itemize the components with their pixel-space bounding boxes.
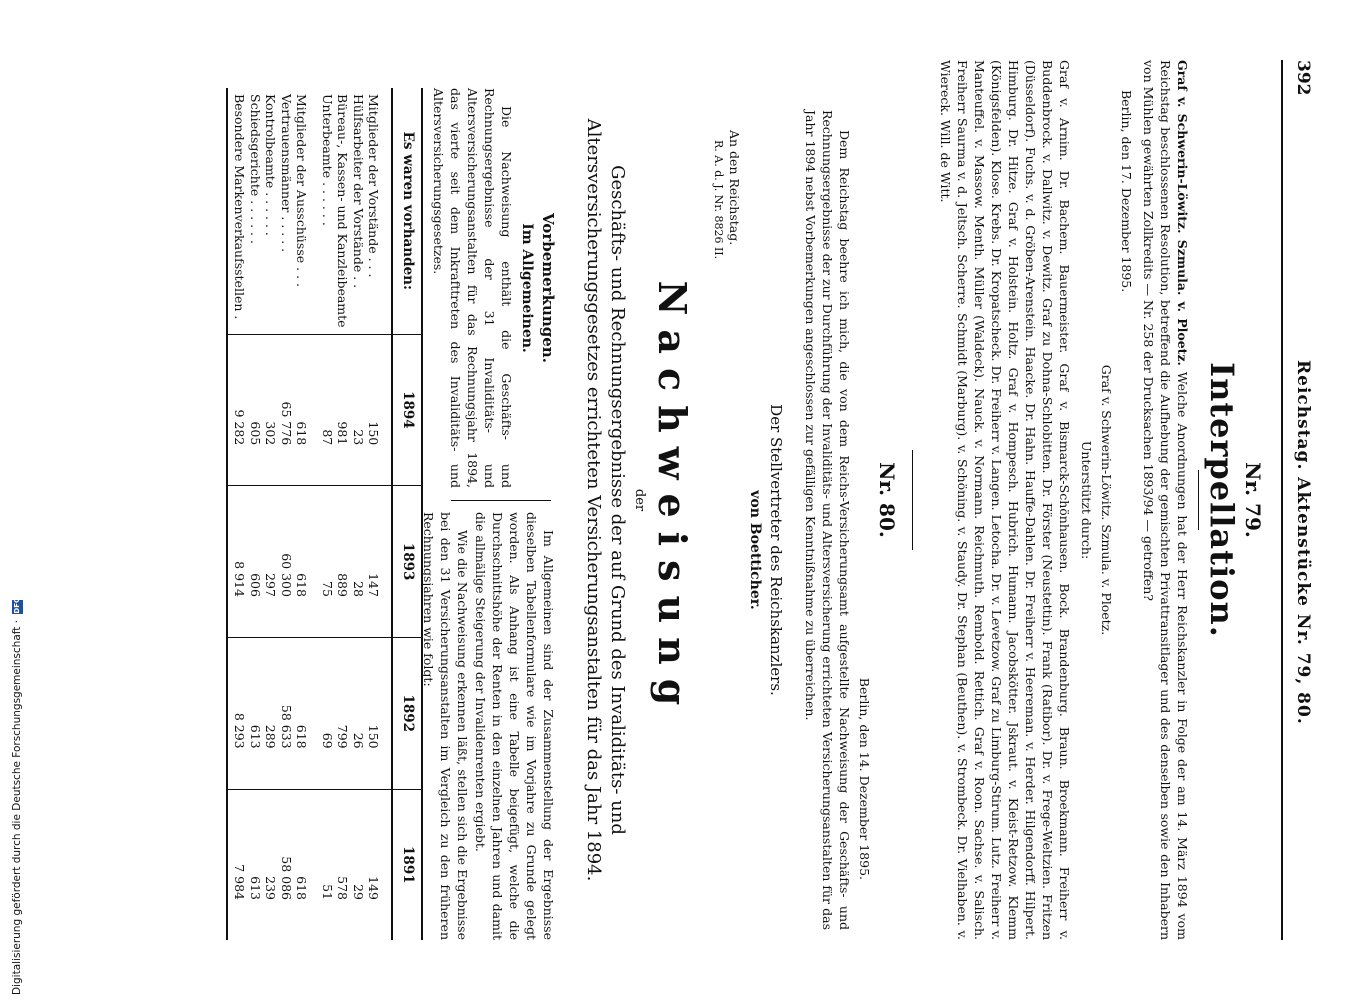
cell-value: 75 [320, 486, 336, 638]
table-row [335, 88, 351, 940]
nr79-title: Interpellation. [1203, 362, 1241, 638]
page-number: 392 [1293, 60, 1313, 96]
nr79-supporters-list: Graf v. Arnim. Dr. Bachem. Bauermeister. Graf v. Bismarck-Schönhausen. Bock. Brandenburg. Braun. Broekmann. Freiherr v. Buddenbrock. v. Dallwitz. v. Dewitz. Graf zu Dohna-Schlobitten. Dr. Förster (Neustettin). Frank (Ratibor). Dr. v. Frege-Weltzien. Fritzen (Düsseldorf). Fuchs. v. d. Gröben-Arenstein. Haacke. Dr. Hahn. Hauffe-Dahlen. Dr. Freiherr v. Heereman. v. Herder. Hilgendorff. Hilpert. Himburg. Dr. Hitze. Graf v. Holstein. Holtz. Graf v. Hompesch. Hubrich. Humann. Jacobskötter. Jskraut. v. Kleist-Retzow. Klemm (Königsfelden). Klose. Krebs. Dr. Kropatscheck. Dr. Freiherr v. Langen. Letocha. Dr. v. Levetzow. Graf zu Limburg-Stirum. Lutz. Freiherr v. Manteuffel. v. Massow. Menth. Müller (Waldeck). Nauck. v. Normann. Reichmuth. Rembold. Rettich. Graf v. Roon. Sachse. v. Salisch. Freiherr Saurma v. d. Jeltsch. Scherre. Schmidt (Marburg). v. Schöning. v. Staudy. Dr. Stephan (Beuthen). v. Strombeck. Dr. Vielhaben. v. Wiereck. Will. de Witt. [938, 60, 1072, 940]
table-header-year-1892: 1892 [393, 637, 423, 789]
table-header-year-1893: 1893 [393, 486, 423, 638]
nr80-signatory-name: von Boetticher. [747, 490, 763, 610]
nr80-signatory-title: Der Stellvertreter des Reichskanzlers. [767, 404, 785, 696]
table-row [320, 88, 336, 940]
cell-value: 618 [294, 486, 310, 638]
cell-value: 150 [366, 334, 382, 486]
table-spacer [382, 88, 393, 940]
statistics-table-grid [226, 88, 423, 940]
cell-value: 23 [351, 334, 367, 486]
cell-value: 9 282 [227, 334, 248, 486]
table-row [227, 88, 248, 940]
cell-value: 29 [351, 789, 367, 940]
cell-value: 26 [351, 637, 367, 789]
table-row [351, 88, 367, 940]
cell-value: 799 [335, 637, 351, 789]
digitization-credit-text: Digitalisierung gefördert durch die Deutsche Forschungsgemeinschaft · [11, 619, 23, 995]
cell-value: 578 [335, 789, 351, 940]
right-paragraph-1: Im Allgemeinen sind der Zusammenstellung der Ergebnisse dieselben Tabellenformulare wie im Vorjahre zu Grunde gelegt worden. Als Anhang ist eine Tabelle beigefügt, welche die Durchschnittshöhe der Renten in den einzelnen Jahren und damit die allmälige Steigerung der Invalidenrenten ergiebt. [473, 512, 556, 940]
cell-value: 7 984 [227, 789, 248, 940]
cell-value: 613 [248, 637, 264, 789]
section-divider [912, 450, 913, 550]
nachweisung-subtitle: Geschäfts- und Rechnungsergebnisse der auf Grund des Invaliditäts- und Altersversicherungsgesetzes errichteten Versicherungsanstalten für das Jahr 1894. [583, 118, 628, 882]
cell-value: 69 [320, 637, 336, 789]
cell-value: 28 [351, 486, 367, 638]
vorbemerkungen-paragraph: Die Nachweisung enthält die Geschäfts- und Rechnungsergebnisse der 31 Invaliditäts- und Altersversicherungsanstalten für das Rechnungsjahr 1894, das vierte seit dem Inkrafttreten des Invaliditäts- und Altersversicherungsgesetzes. [431, 88, 514, 488]
table-row [366, 88, 382, 940]
cell-value: 60 300 [279, 486, 295, 638]
cell-value: 8 293 [227, 637, 248, 789]
cell-value: 8 914 [227, 486, 248, 638]
cell-value: 606 [248, 486, 264, 638]
row-label: Besondere Markenverkaufsstellen . [227, 88, 248, 334]
row-label: Büreau-, Kassen- und Kanzleibeamte [335, 88, 351, 334]
running-header [1287, 60, 1313, 940]
vorbemerkungen-heading: Vorbemerkungen. [539, 213, 557, 363]
cell-value: 149 [366, 789, 382, 940]
cell-value: 51 [320, 789, 336, 940]
cell-value: 150 [366, 637, 382, 789]
cell-value: 618 [294, 789, 310, 940]
title-rule [1198, 470, 1199, 530]
cell-value: 605 [248, 334, 264, 486]
table-header-year-1891: 1891 [393, 789, 423, 940]
cell-value: 297 [263, 486, 279, 638]
cell-value: 618 [294, 637, 310, 789]
nr80-addressee: An den Reichstag. [727, 130, 742, 246]
nachweisung-title: Nachweisung [650, 280, 695, 720]
nachweisung-der: der [632, 488, 647, 512]
row-label: Mitglieder der Ausschüsse . . . [294, 88, 310, 334]
cell-value: 302 [263, 334, 279, 486]
cell-value: 889 [335, 486, 351, 638]
table-row [248, 88, 264, 940]
row-label: Mitglieder der Vorstände . . . [366, 88, 382, 334]
digitization-credit [8, 597, 26, 995]
table-header-label: Es waren vorhanden: [393, 88, 423, 334]
cell-value: 618 [294, 334, 310, 486]
nr80-number: Nr. 80. [875, 462, 899, 538]
row-label: Schiedsgerichte . . . . . . [248, 88, 264, 334]
cell-value: 87 [320, 334, 336, 486]
nr79-place-date: Berlin, den 17. Dezember 1895. [1119, 90, 1134, 293]
nr80-reference: R. A. d. J. Nr. 8826 II. [712, 140, 725, 260]
table-spacer [310, 88, 320, 940]
right-paragraph-2: Wie die Nachweisung erkennen läßt, stellen sich die Ergebnisse bei den 31 Versicherungsanstalten im Vergleich zu den früheren Rechnungsjahren wie folgt: [421, 512, 470, 940]
cell-value: 613 [248, 789, 264, 940]
row-label: Unterbeamte . . . . . . [320, 88, 336, 334]
row-label: Kontrolbeamte . . . . . . [263, 88, 279, 334]
table-header-year-1894: 1894 [393, 334, 423, 486]
nr80-place-date: Berlin, den 14. Dezember 1895. [857, 677, 872, 880]
cell-value: 147 [366, 486, 382, 638]
table-header-row [393, 88, 423, 940]
nr79-author-line: Graf v. Schwerin-Löwitz. Szmula. v. Ploetz. [1175, 60, 1190, 366]
cell-value: 58 633 [279, 637, 295, 789]
cell-value: 239 [263, 789, 279, 940]
table-row [263, 88, 279, 940]
row-label: Hülfsarbeiter der Vorstände . . [351, 88, 367, 334]
cell-value: 65 776 [279, 334, 295, 486]
row-label: Vertrauensmänner . . . . . [279, 88, 295, 334]
im-allgemeinen-heading: Im Allgemeinen. [519, 223, 535, 353]
dfg-logo-icon: DFG [12, 597, 21, 614]
nr79-question-text: Welche Anordnungen hat der Herr Reichskanzler in Folge der am 14. März 1894 vom Reichstag beschlossenen Resolution, betreffend die Aufhebung der gemischten Privattransitlager und des denselben sowie den Inhabern von Mühlen gewährten Zollkredits — Nr. 258 der Drucksachen 1893/94 — getroffen? [1141, 60, 1190, 940]
digitization-credit-text-wrap [8, 597, 26, 995]
header-rule [1281, 60, 1283, 940]
nr79-signature: Graf v. Schwerin-Löwitz. Szmula. v. Ploetz. [1099, 364, 1114, 636]
table-row [294, 88, 310, 940]
cell-value: 58 086 [279, 789, 295, 940]
nr79-number: Nr. 79. [1241, 462, 1265, 538]
statistics-table [226, 88, 423, 940]
cell-value: 289 [263, 637, 279, 789]
cell-value: 981 [335, 334, 351, 486]
column-divider [451, 500, 551, 501]
table-row [279, 88, 295, 940]
nr79-question [1140, 60, 1191, 940]
nr80-letter: Dem Reichstag beehre ich mich, die von dem Reichs-Versicherungsamt aufgestellte Nachweisung der Geschäfts- und Rechnungsergebnisse der zur Durchführung der Invaliditäts- und Altersversicherung errichteten Versicherungsanstalten für das Jahr 1894 nebst Vorbemerkungen angeschlossen zur gefälligen Kenntnißnahme zu überreichen. [803, 110, 852, 930]
nr79-supported-by: Unterstützt durch: [1079, 440, 1094, 560]
running-title: Reichstag. Aktenstücke Nr. 79, 80. [1293, 360, 1313, 725]
